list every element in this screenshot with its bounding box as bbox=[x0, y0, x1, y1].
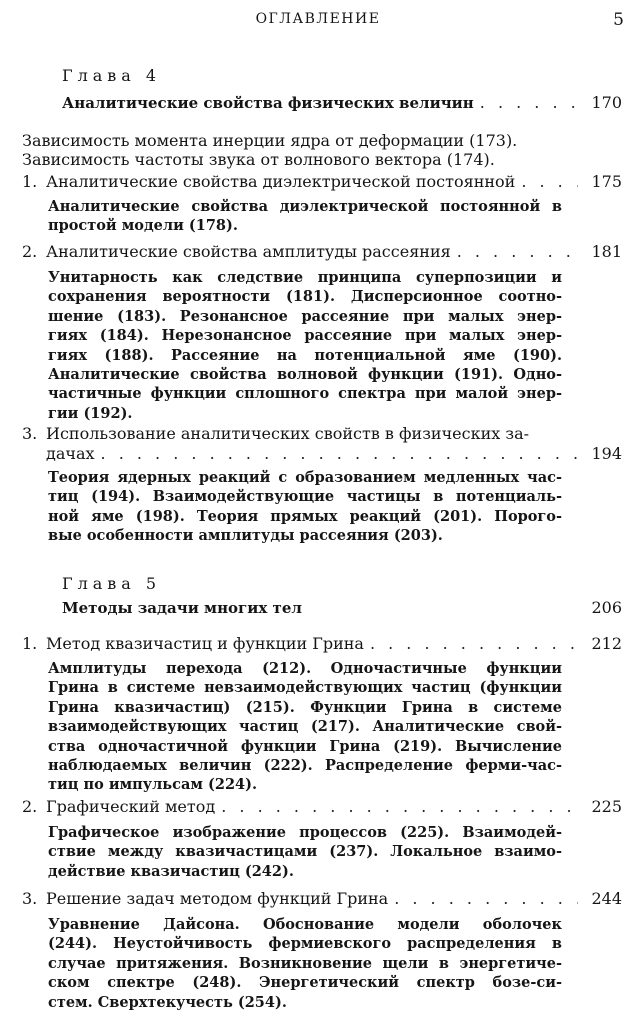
chapter-4-title-entry[interactable] bbox=[62, 93, 622, 115]
section-number: 2. bbox=[22, 242, 38, 261]
section-page: 225 bbox=[591, 797, 622, 816]
chapter-4-section-3-entry-cont[interactable] bbox=[46, 444, 622, 466]
header-title: ОГЛАВЛЕНИЕ bbox=[255, 11, 381, 27]
chapter-5-title: Методы задачи многих тел bbox=[62, 599, 302, 617]
description-line: Унитарность как следствие принципа суперпозиции и bbox=[48, 269, 562, 286]
leader-dots bbox=[474, 93, 578, 112]
section-page: 212 bbox=[591, 634, 622, 653]
description-line: простой модели (178). bbox=[48, 217, 238, 235]
description-line: Теория ядерных реакций с образованием медленных час- bbox=[48, 469, 562, 486]
leader-dots bbox=[215, 797, 578, 816]
description-line: сохранения вероятности (181). Дисперсионное соотно- bbox=[48, 288, 562, 306]
leader-dots bbox=[451, 242, 578, 261]
description-line: наблюдаемых величин (222). Распределение ферми-час- bbox=[48, 756, 562, 774]
section-title: Аналитические свойства амплитуды рассеяния bbox=[46, 242, 451, 261]
chapter-5-page: 206 bbox=[591, 598, 622, 617]
leader-dots bbox=[515, 172, 578, 191]
description-line: Аналитические свойства волновой функции (191). Одно- bbox=[48, 365, 562, 383]
description-line: ной яме (198). Теория прямых реакций (201). Порого- bbox=[48, 507, 562, 525]
section-description bbox=[48, 915, 562, 1012]
section-page: 181 bbox=[591, 242, 622, 261]
chapter-5-section-2-entry[interactable] bbox=[22, 797, 622, 819]
description-line: гиях (188). Рассеяние на потенциальной яме (190). bbox=[48, 346, 562, 364]
description-line: гиях (184). Нерезонансное рассеяние при малых энер- bbox=[48, 327, 562, 345]
section-description bbox=[48, 823, 562, 881]
chapter-4-label: Глава 4 bbox=[62, 66, 162, 85]
chapter-5-title-entry[interactable] bbox=[62, 598, 622, 620]
section-description bbox=[48, 468, 562, 546]
section-title: Аналитические свойства диэлектрической постоянной bbox=[46, 172, 516, 191]
page-header bbox=[0, 10, 636, 32]
chapter-4-page: 170 bbox=[591, 93, 622, 112]
description-line: вые особенности амплитуды рассеяния (203). bbox=[48, 527, 443, 545]
section-title: Метод квазичастиц и функции Грина bbox=[46, 634, 364, 653]
chapter-4-section-1-entry[interactable] bbox=[22, 172, 622, 194]
chapter-4-title: Аналитические свойства физических величин bbox=[62, 94, 474, 112]
description-line: Аналитические свойства диэлектрической постоянной в bbox=[48, 198, 562, 215]
chapter-4-section-2-entry[interactable] bbox=[22, 242, 622, 264]
header-page-number: 5 bbox=[613, 10, 624, 30]
section-title: Графический метод bbox=[46, 797, 216, 816]
chapter-5-label: Глава 5 bbox=[62, 574, 162, 593]
leader-dots bbox=[364, 634, 578, 653]
section-page: 194 bbox=[591, 444, 622, 463]
section-number: 1. bbox=[22, 634, 38, 653]
leader-dots bbox=[95, 444, 578, 463]
section-number: 3. bbox=[22, 424, 38, 443]
section-page: 175 bbox=[591, 172, 622, 191]
description-line: случае притяжения. Возникновение щели в энергетиче- bbox=[48, 954, 562, 972]
section-number: 3. bbox=[22, 889, 38, 908]
section-page: 244 bbox=[591, 889, 622, 908]
leader-dots bbox=[388, 889, 578, 908]
description-line: гии (192). bbox=[48, 404, 133, 422]
description-line: тиц по импульсам (224). bbox=[48, 776, 258, 794]
description-line: Графическое изображение процессов (225). Взаимодей- bbox=[48, 824, 562, 841]
section-description bbox=[48, 197, 562, 236]
description-line: Грина квазичастиц) (215). Функции Грина в системе bbox=[48, 698, 562, 716]
description-line: действие квазичастиц (242). bbox=[48, 862, 294, 880]
section-description bbox=[48, 659, 562, 795]
chapter-4-intro-line: Зависимость момента инерции ядра от деформации (173). bbox=[22, 131, 518, 150]
section-title-continued: дачах bbox=[46, 444, 95, 463]
description-line: ском спектре (248). Энергетический спектр бозе-си- bbox=[48, 974, 562, 992]
chapter-5-section-1-entry[interactable] bbox=[22, 634, 622, 656]
description-line: (244). Неустойчивость фермиевского распределения в bbox=[48, 935, 562, 953]
description-line: ствие между квазичастицами (237). Локальное взаимо- bbox=[48, 843, 562, 861]
chapter-5-section-3-entry[interactable] bbox=[22, 889, 622, 911]
description-line: частичные функции сплошного спектра при малой энер- bbox=[48, 385, 562, 403]
description-line: тиц (194). Взаимодействующие частицы в потенциаль- bbox=[48, 488, 562, 506]
description-line: Грина в системе невзаимодействующих частиц (функции bbox=[48, 679, 562, 697]
section-number: 1. bbox=[22, 172, 38, 191]
description-line: стем. Сверхтекучесть (254). bbox=[48, 993, 287, 1011]
description-line: ства одночастичной функции Грина (219). Вычисление bbox=[48, 737, 562, 755]
section-description bbox=[48, 268, 562, 423]
description-line: Амплитуды перехода (212). Одночастичные функции bbox=[48, 660, 562, 677]
description-line: шение (183). Резонансное рассеяние при малых энер- bbox=[48, 307, 562, 325]
section-number: 2. bbox=[22, 797, 38, 816]
description-line: Уравнение Дайсона. Обоснование модели оболочек bbox=[48, 916, 562, 933]
section-title: Решение задач методом функций Грина bbox=[46, 889, 389, 908]
chapter-4-section-3-entry[interactable] bbox=[22, 424, 582, 446]
section-title: Использование аналитических свойств в физических за- bbox=[46, 424, 530, 443]
chapter-4-intro-line: Зависимость частоты звука от волнового вектора (174). bbox=[22, 150, 495, 169]
description-line: взаимодействующих частиц (217). Аналитические свой- bbox=[48, 718, 562, 736]
